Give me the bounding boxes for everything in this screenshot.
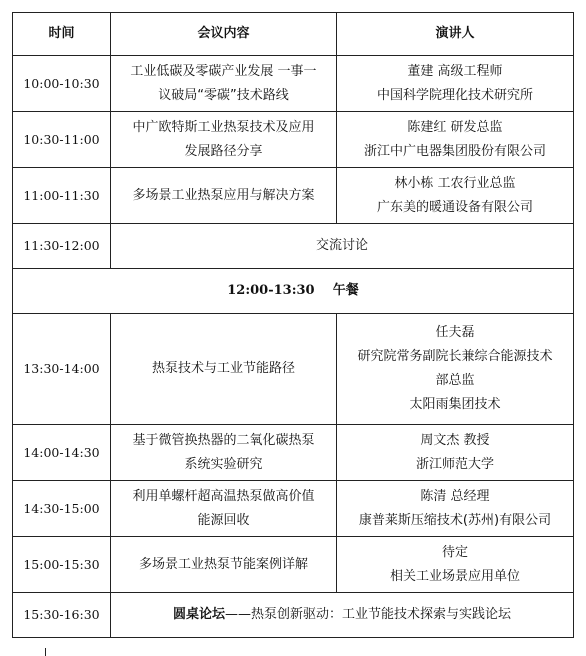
speaker-line: 浙江师范大学 [415,456,494,472]
speaker-line: 研究院常务副院长兼综合能源技术 [357,349,553,364]
topic-line: 利用单螺杆超高温热泵做高价值 [132,488,315,504]
speaker-line: 林小栋 工农行业总监 [394,175,516,191]
header-row [13,13,574,56]
topic-cell [111,481,337,537]
speaker-line: 中国科学院理化技术研究所 [376,87,533,103]
topic-line: 多场景工业热泵节能案例详解 [138,556,308,572]
table-row [13,314,574,425]
speaker-line: 陈清 总经理 [420,488,490,504]
speaker-line: 广东美的暖通设备有限公司 [376,199,533,215]
table-row [13,112,574,168]
topic-line: 系统实验研究 [184,456,263,472]
speaker-line: 周文杰 教授 [420,432,490,448]
speaker-cell [337,537,574,593]
topic-line: 发展路径分享 [184,143,263,159]
speaker-line: 待定 [441,544,468,560]
table-row [13,425,574,481]
speaker-cell [337,168,574,224]
speaker-line: 陈建红 研发总监 [407,119,503,135]
time-cell: 10:30-11:00 [13,112,111,168]
topic-cell [111,168,337,224]
time-cell: 15:00-15:30 [13,537,111,593]
lunch-cell [13,269,574,314]
lunch-label: 午餐 [332,283,359,298]
speaker-line: 相关工业场景应用单位 [389,568,520,584]
table-row [13,481,574,537]
topic-line: 基于微管换热器的二氧化碳热泵 [132,432,315,448]
forum-text: ——热泵创新驱动：工业节能技术探索与实践论坛 [225,607,512,622]
lunch-time: 12:00-13:30 [227,283,315,298]
time-cell: 14:30-15:00 [13,481,111,537]
time-cell: 13:30-14:00 [13,314,111,425]
time-cell: 10:00-10:30 [13,56,111,112]
speaker-cell [337,425,574,481]
time-cell: 15:30-16:30 [13,593,111,638]
lunch-row [13,269,574,314]
speaker-cell [337,314,574,425]
topic-cell [111,314,337,425]
header-time: 时间 [13,13,111,56]
topic-line: 中广欧特斯工业热泵技术及应用 [132,119,315,135]
time-cell: 11:00-11:30 [13,168,111,224]
speaker-cell [337,112,574,168]
speaker-cell [337,56,574,112]
discussion-cell: 交流讨论 [111,224,574,269]
header-content: 会议内容 [111,13,337,56]
text-cursor-mark [45,648,46,656]
table-row [13,56,574,112]
topic-line: 工业低碳及零碳产业发展 一事一 [130,63,317,79]
topic-line: 能源回收 [197,512,250,528]
speaker-line: 浙江中广电器集团股份有限公司 [363,143,546,159]
time-cell: 14:00-14:30 [13,425,111,481]
speaker-line: 董建 高级工程师 [407,63,503,79]
table-row [13,593,574,638]
forum-cell [111,593,574,638]
speaker-cell [337,481,574,537]
topic-cell [111,425,337,481]
table-row [13,168,574,224]
topic-line: 热泵技术与工业节能路径 [151,361,295,376]
table-row [13,537,574,593]
topic-cell [111,112,337,168]
speaker-line: 部总监 [435,373,475,388]
forum-label: 圆桌论坛 [172,607,225,622]
table-row [13,224,574,269]
header-speaker: 演讲人 [337,13,574,56]
speaker-line: 康普莱斯压缩技术(苏州)有限公司 [358,512,552,528]
topic-cell [111,56,337,112]
speaker-line: 太阳雨集团技术 [409,397,501,412]
topic-line: 多场景工业热泵应用与解决方案 [132,187,315,203]
topic-cell [111,537,337,593]
topic-line: 议破局“零碳”技术路线 [158,87,289,103]
agenda-table [12,12,574,638]
speaker-line: 任夫磊 [435,325,475,340]
time-cell: 11:30-12:00 [13,224,111,269]
